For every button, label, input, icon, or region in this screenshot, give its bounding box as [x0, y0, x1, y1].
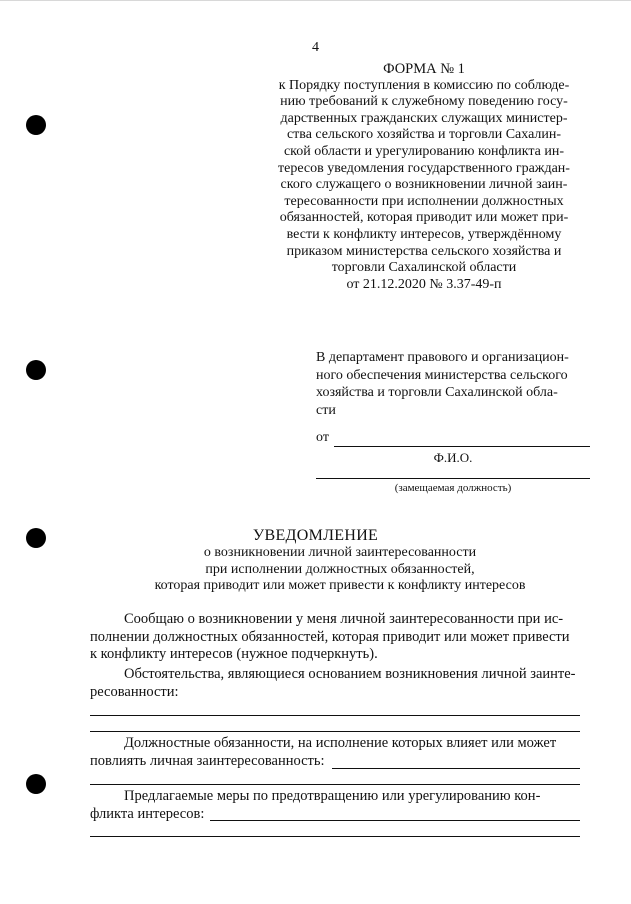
from-label: от	[316, 430, 329, 445]
recipient-line: сти	[316, 402, 336, 418]
form-line: торговли Сахалинской области	[331, 260, 517, 276]
punch-hole	[26, 115, 46, 135]
form-line: ства сельского хозяйства и торговли Сахалин-	[286, 127, 562, 143]
form-line: к Порядку поступления в комиссию по соблюде-	[278, 77, 570, 93]
paragraph-line: повлиять личная заинтересованность:	[90, 752, 325, 769]
subtitle-line: о возникновении личной заинтересованности	[203, 545, 477, 560]
punch-hole	[26, 774, 46, 794]
position-field-line[interactable]	[316, 478, 590, 479]
paragraph-line: полнении должностных обязанностей, которая приводит или может привести	[90, 628, 570, 645]
recipient-block	[316, 349, 592, 419]
form-header	[258, 61, 590, 293]
recipient-line: В департамент правового и организацион-	[316, 350, 569, 365]
scan-top-edge	[0, 0, 631, 1]
page-number: 4	[312, 40, 319, 55]
paragraph-line: фликта интересов:	[90, 805, 205, 822]
form-date-line: от 21.12.2020 № 3.37-49-п	[346, 276, 502, 292]
circumstances-field-line[interactable]	[90, 731, 580, 732]
paragraph-line: Предлагаемые меры по предотвращению или урегулированию кон-	[124, 788, 541, 804]
form-line: обязанностей, которая приводит или может при-	[279, 210, 569, 226]
notice-subtitle	[90, 545, 590, 595]
form-line: нию требований к служебному поведению госу-	[280, 94, 568, 110]
paragraph-duties	[90, 735, 590, 770]
form-title: ФОРМА № 1	[383, 61, 465, 77]
paragraph-measures	[90, 788, 590, 823]
form-line: ского служащего о возникновении личной заин-	[280, 177, 568, 193]
fio-caption: Ф.И.О.	[433, 450, 473, 465]
duties-field-line[interactable]	[332, 768, 580, 769]
form-line: тересов уведомления государственного граждан-	[278, 160, 570, 176]
paragraph-circumstances	[90, 666, 590, 701]
notice-title: УВЕДОМЛЕНИЕ	[252, 527, 379, 544]
paragraph-line: ресованности:	[90, 683, 179, 700]
form-line: тересованности при исполнении должностных	[284, 193, 564, 209]
form-line: дарственных гражданских служащих министер-	[280, 110, 568, 126]
subtitle-line: при исполнении должностных обязанностей,	[205, 561, 475, 577]
duties-field-line[interactable]	[90, 784, 580, 785]
form-line: ской области и урегулированию конфликта ин-	[283, 143, 565, 159]
paragraph-line: Сообщаю о возникновении у меня личной заинтересованности при ис-	[124, 611, 564, 627]
fio-field-line[interactable]	[334, 446, 590, 447]
circumstances-field-line[interactable]	[90, 715, 580, 716]
paragraph-line: Обстоятельства, являющиеся основанием возникновения личной заинте-	[124, 666, 576, 682]
recipient-line: хозяйства и торговли Сахалинской обла-	[316, 385, 558, 400]
paragraph-report	[90, 611, 590, 664]
form-line: приказом министерства сельского хозяйства и	[286, 243, 562, 259]
subtitle-line: которая приводит или может привести к конфликту интересов	[154, 578, 526, 593]
form-line: вести к конфликту интересов, утверждённому	[286, 226, 562, 242]
paragraph-line: Должностные обязанности, на исполнение которых влияет или может	[124, 735, 557, 751]
paragraph-line: к конфликту интересов (нужное подчеркнуть).	[90, 646, 378, 662]
measures-field-line[interactable]	[90, 836, 580, 837]
measures-field-line[interactable]	[210, 820, 580, 821]
recipient-line: ного обеспечения министерства сельского	[316, 367, 568, 383]
position-caption: (замещаемая должность)	[394, 482, 512, 494]
punch-hole	[26, 360, 46, 380]
